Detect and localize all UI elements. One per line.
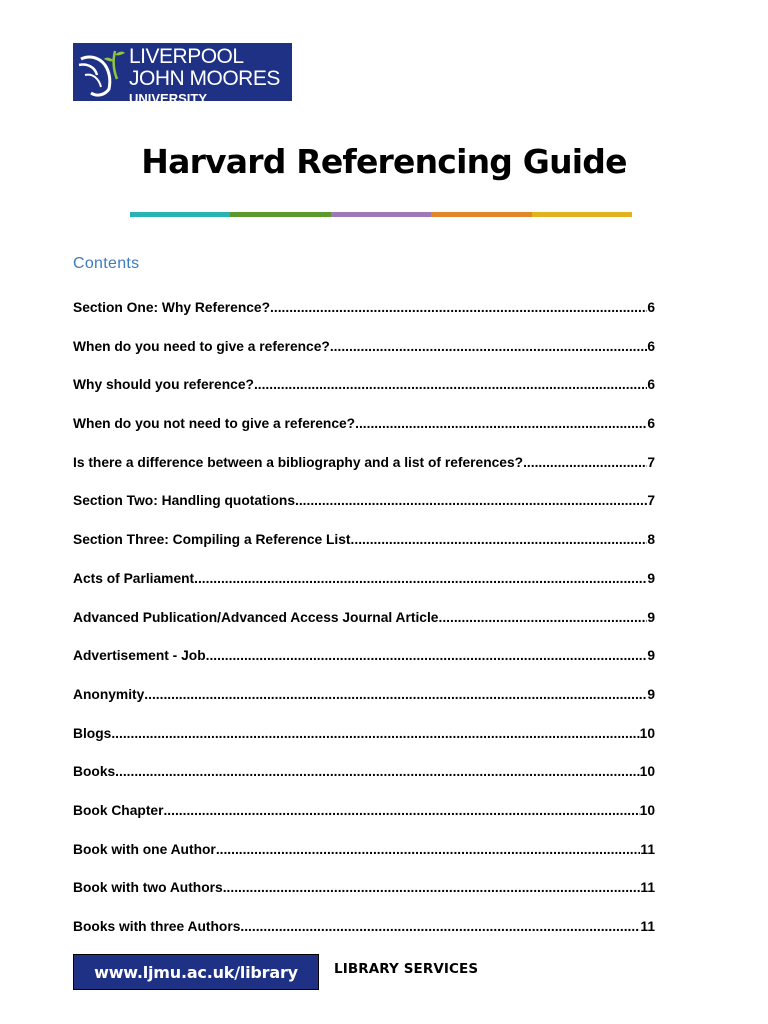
toc-entry-title: When do you not need to give a reference?: [73, 416, 356, 432]
toc-entry[interactable]: [73, 801, 655, 840]
library-website-link[interactable]: www.ljmu.ac.uk/library: [73, 954, 319, 990]
toc-entry[interactable]: [73, 375, 655, 414]
toc-dot-leader: [206, 646, 648, 663]
university-logo: [73, 43, 292, 106]
toc-dot-leader: [111, 724, 639, 741]
toc-entry-title: Books with three Authors: [73, 919, 241, 934]
toc-dot-leader: [240, 917, 640, 934]
toc-entry-title: Why should you reference?: [73, 377, 254, 393]
toc-entry-title: Section One: Why Reference?: [73, 300, 271, 315]
toc-entry-title: Is there a difference between a bibliography and a list of references?: [73, 454, 524, 470]
toc-entry[interactable]: [73, 608, 655, 647]
toc-entry-page: 9: [647, 648, 655, 664]
toc-entry[interactable]: [73, 530, 655, 569]
toc-entry[interactable]: [73, 337, 655, 376]
toc-entry-title: Advertisement - Job: [73, 648, 206, 664]
color-segment-green: [230, 212, 330, 217]
color-segment-yellow: [532, 212, 632, 217]
toc-entry-page: 8: [647, 532, 655, 548]
toc-entry-page: 7: [647, 493, 655, 509]
toc-entry-title: When do you need to give a reference?: [73, 338, 330, 354]
toc-dot-leader: [351, 530, 648, 547]
toc-dot-leader: [270, 298, 647, 315]
toc-entry-title: Acts of Parliament: [73, 570, 195, 586]
toc-entry[interactable]: [73, 724, 655, 763]
toc-entry[interactable]: [73, 917, 655, 956]
toc-entry[interactable]: [73, 491, 655, 530]
toc-entry[interactable]: [73, 569, 655, 608]
toc-entry-page: 6: [647, 416, 655, 432]
toc-dot-leader: [216, 840, 641, 857]
toc-entry-title: Book Chapter: [73, 802, 164, 818]
color-segment-purple: [331, 212, 431, 217]
toc-entry[interactable]: [73, 878, 655, 917]
logo-line-university: UNIVERSITY: [129, 91, 208, 106]
color-divider: [130, 212, 632, 217]
toc-entry-title: Section Two: Handling quotations: [73, 493, 296, 509]
toc-entry-title: Advanced Publication/Advanced Access Journal Article: [73, 609, 439, 625]
toc-entry-page: 6: [647, 338, 655, 354]
toc-dot-leader: [144, 685, 647, 702]
toc-entry[interactable]: [73, 646, 655, 685]
toc-dot-leader: [163, 801, 639, 818]
toc-entry-page: 7: [647, 454, 655, 470]
toc-dot-leader: [194, 569, 647, 586]
toc-entry[interactable]: [73, 685, 655, 724]
toc-dot-leader: [438, 608, 647, 625]
toc-entry[interactable]: [73, 840, 655, 879]
toc-entry-title: Section Three: Compiling a Reference List: [73, 532, 351, 548]
toc-entry-page: 9: [647, 609, 655, 625]
contents-heading: Contents: [73, 255, 140, 272]
logo-line-liverpool: LIVERPOOL: [129, 45, 244, 68]
toc-dot-leader: [254, 375, 647, 392]
table-of-contents: [73, 298, 655, 956]
toc-entry-page: 6: [647, 300, 655, 315]
toc-entry-title: Blogs: [73, 725, 112, 741]
toc-entry-page: 11: [640, 880, 655, 896]
logo-line-john-moores: JOHN MOORES: [129, 67, 280, 90]
toc-dot-leader: [115, 762, 639, 779]
toc-entry-page: 10: [639, 764, 655, 780]
toc-entry-title: Anonymity: [73, 686, 145, 702]
toc-dot-leader: [523, 453, 647, 470]
toc-entry-page: 10: [639, 802, 655, 818]
liver-bird-icon: [75, 45, 127, 99]
document-title: Harvard Referencing Guide: [141, 142, 627, 181]
toc-entry-page: 10: [639, 725, 655, 741]
color-segment-teal: [130, 212, 230, 217]
toc-entry-page: 11: [640, 919, 655, 934]
toc-entry[interactable]: [73, 298, 655, 337]
toc-entry-page: 9: [647, 686, 655, 702]
color-segment-orange: [431, 212, 531, 217]
toc-entry-page: 11: [640, 841, 655, 857]
toc-dot-leader: [330, 337, 647, 354]
toc-entry-page: 6: [647, 377, 655, 393]
toc-dot-leader: [355, 414, 647, 431]
toc-entry-page: 9: [647, 570, 655, 586]
toc-entry-title: Book with one Author: [73, 841, 216, 857]
toc-dot-leader: [223, 878, 641, 895]
toc-dot-leader: [295, 491, 647, 508]
toc-entry[interactable]: [73, 762, 655, 801]
toc-entry[interactable]: [73, 414, 655, 453]
library-services-label: LIBRARY SERVICES: [334, 961, 479, 977]
toc-entry-title: Books: [73, 764, 116, 780]
toc-entry-title: Book with two Authors: [73, 880, 223, 896]
toc-entry[interactable]: [73, 453, 655, 492]
